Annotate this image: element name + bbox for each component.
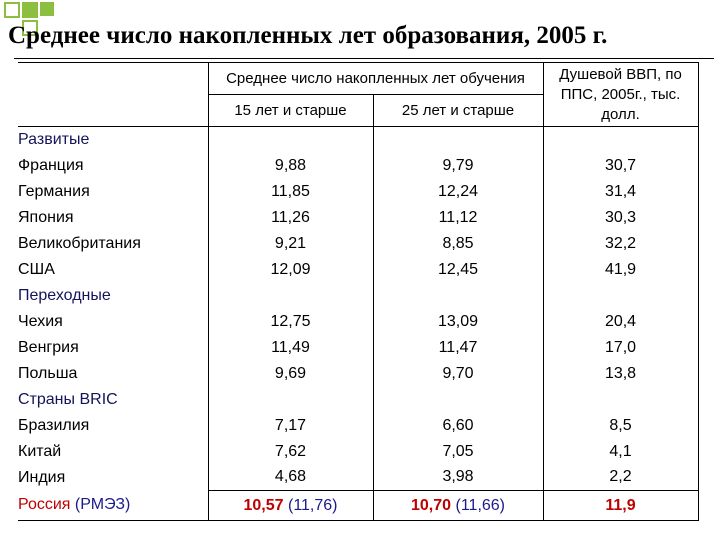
page-title: Среднее число накопленных лет образования, 2005 г. [8, 22, 608, 49]
group-spacer [373, 387, 543, 413]
group-spacer [543, 283, 698, 309]
value-25-plus: 11,47 [373, 335, 543, 361]
value-gdp: 32,2 [543, 231, 698, 257]
russia-15-plus [208, 491, 373, 521]
russia-15-plus-rmez: (11,76) [287, 496, 338, 514]
value-25-plus: 6,60 [373, 413, 543, 439]
country-name: Германия [18, 179, 208, 205]
value-25-plus: 7,05 [373, 439, 543, 465]
value-15-plus: 7,17 [208, 413, 373, 439]
title-rule [14, 58, 714, 59]
value-25-plus: 12,24 [373, 179, 543, 205]
header-col-15: 15 лет и старше [208, 95, 373, 127]
header-row-top [18, 63, 698, 95]
value-25-plus: 3,98 [373, 465, 543, 491]
russia-label: Россия [18, 496, 71, 514]
table-row [18, 439, 698, 465]
value-gdp: 31,4 [543, 179, 698, 205]
value-25-plus: 8,85 [373, 231, 543, 257]
group-spacer [543, 127, 698, 153]
value-25-plus: 12,45 [373, 257, 543, 283]
value-15-plus: 11,49 [208, 335, 373, 361]
russia-gdp [543, 491, 698, 521]
value-25-plus: 9,70 [373, 361, 543, 387]
value-gdp: 4,1 [543, 439, 698, 465]
group-spacer [208, 387, 373, 413]
value-15-plus: 9,69 [208, 361, 373, 387]
value-gdp: 20,4 [543, 309, 698, 335]
value-gdp: 8,5 [543, 413, 698, 439]
value-15-plus: 4,68 [208, 465, 373, 491]
country-name: Великобритания [18, 231, 208, 257]
table-row [18, 231, 698, 257]
group-row [18, 283, 698, 309]
value-gdp: 2,2 [543, 465, 698, 491]
value-gdp: 13,8 [543, 361, 698, 387]
group-row [18, 387, 698, 413]
group-label: Развитые [18, 127, 208, 153]
decorative-square-filled [40, 2, 54, 16]
header-col-25: 25 лет и старше [373, 95, 543, 127]
value-gdp: 17,0 [543, 335, 698, 361]
table-row [18, 153, 698, 179]
table-row [18, 179, 698, 205]
country-name: Чехия [18, 309, 208, 335]
value-15-plus: 9,88 [208, 153, 373, 179]
russia-25-plus [373, 491, 543, 521]
country-name: Франция [18, 153, 208, 179]
table-row [18, 335, 698, 361]
decorative-square-filled [22, 2, 38, 18]
education-table [18, 62, 699, 521]
country-name: Польша [18, 361, 208, 387]
table-row [18, 465, 698, 491]
table-row [18, 309, 698, 335]
group-label: Страны BRIC [18, 387, 208, 413]
value-15-plus: 12,09 [208, 257, 373, 283]
group-spacer [208, 127, 373, 153]
value-25-plus: 13,09 [373, 309, 543, 335]
country-name: Индия [18, 465, 208, 491]
group-spacer [373, 283, 543, 309]
value-gdp: 30,3 [543, 205, 698, 231]
group-spacer [208, 283, 373, 309]
value-15-plus: 11,26 [208, 205, 373, 231]
decorative-square-outline [4, 2, 20, 18]
country-name-russia [18, 491, 208, 521]
header-gdp: Душевой ВВП, по ППС, 2005г., тыс. долл. [543, 63, 698, 127]
russia-25-plus-value: 10,70 [411, 496, 452, 514]
rmez-label: (РМЭЗ) [74, 496, 131, 514]
value-25-plus: 9,79 [373, 153, 543, 179]
header-corner [18, 63, 208, 127]
group-spacer [373, 127, 543, 153]
country-name: Япония [18, 205, 208, 231]
table-row [18, 205, 698, 231]
header-years-group: Среднее число накопленных лет обучения [208, 63, 543, 95]
table-row [18, 413, 698, 439]
table-row [18, 361, 698, 387]
group-row [18, 127, 698, 153]
value-15-plus: 9,21 [208, 231, 373, 257]
table-row [18, 257, 698, 283]
value-15-plus: 11,85 [208, 179, 373, 205]
country-name: Венгрия [18, 335, 208, 361]
group-label: Переходные [18, 283, 208, 309]
value-gdp: 30,7 [543, 153, 698, 179]
russia-gdp-value: 11,9 [605, 496, 636, 514]
value-15-plus: 7,62 [208, 439, 373, 465]
value-gdp: 41,9 [543, 257, 698, 283]
country-name: Китай [18, 439, 208, 465]
russia-row [18, 491, 698, 521]
country-name: США [18, 257, 208, 283]
country-name: Бразилия [18, 413, 208, 439]
russia-25-plus-rmez: (11,66) [455, 496, 506, 514]
russia-15-plus-value: 10,57 [243, 496, 284, 514]
value-15-plus: 12,75 [208, 309, 373, 335]
group-spacer [543, 387, 698, 413]
value-25-plus: 11,12 [373, 205, 543, 231]
